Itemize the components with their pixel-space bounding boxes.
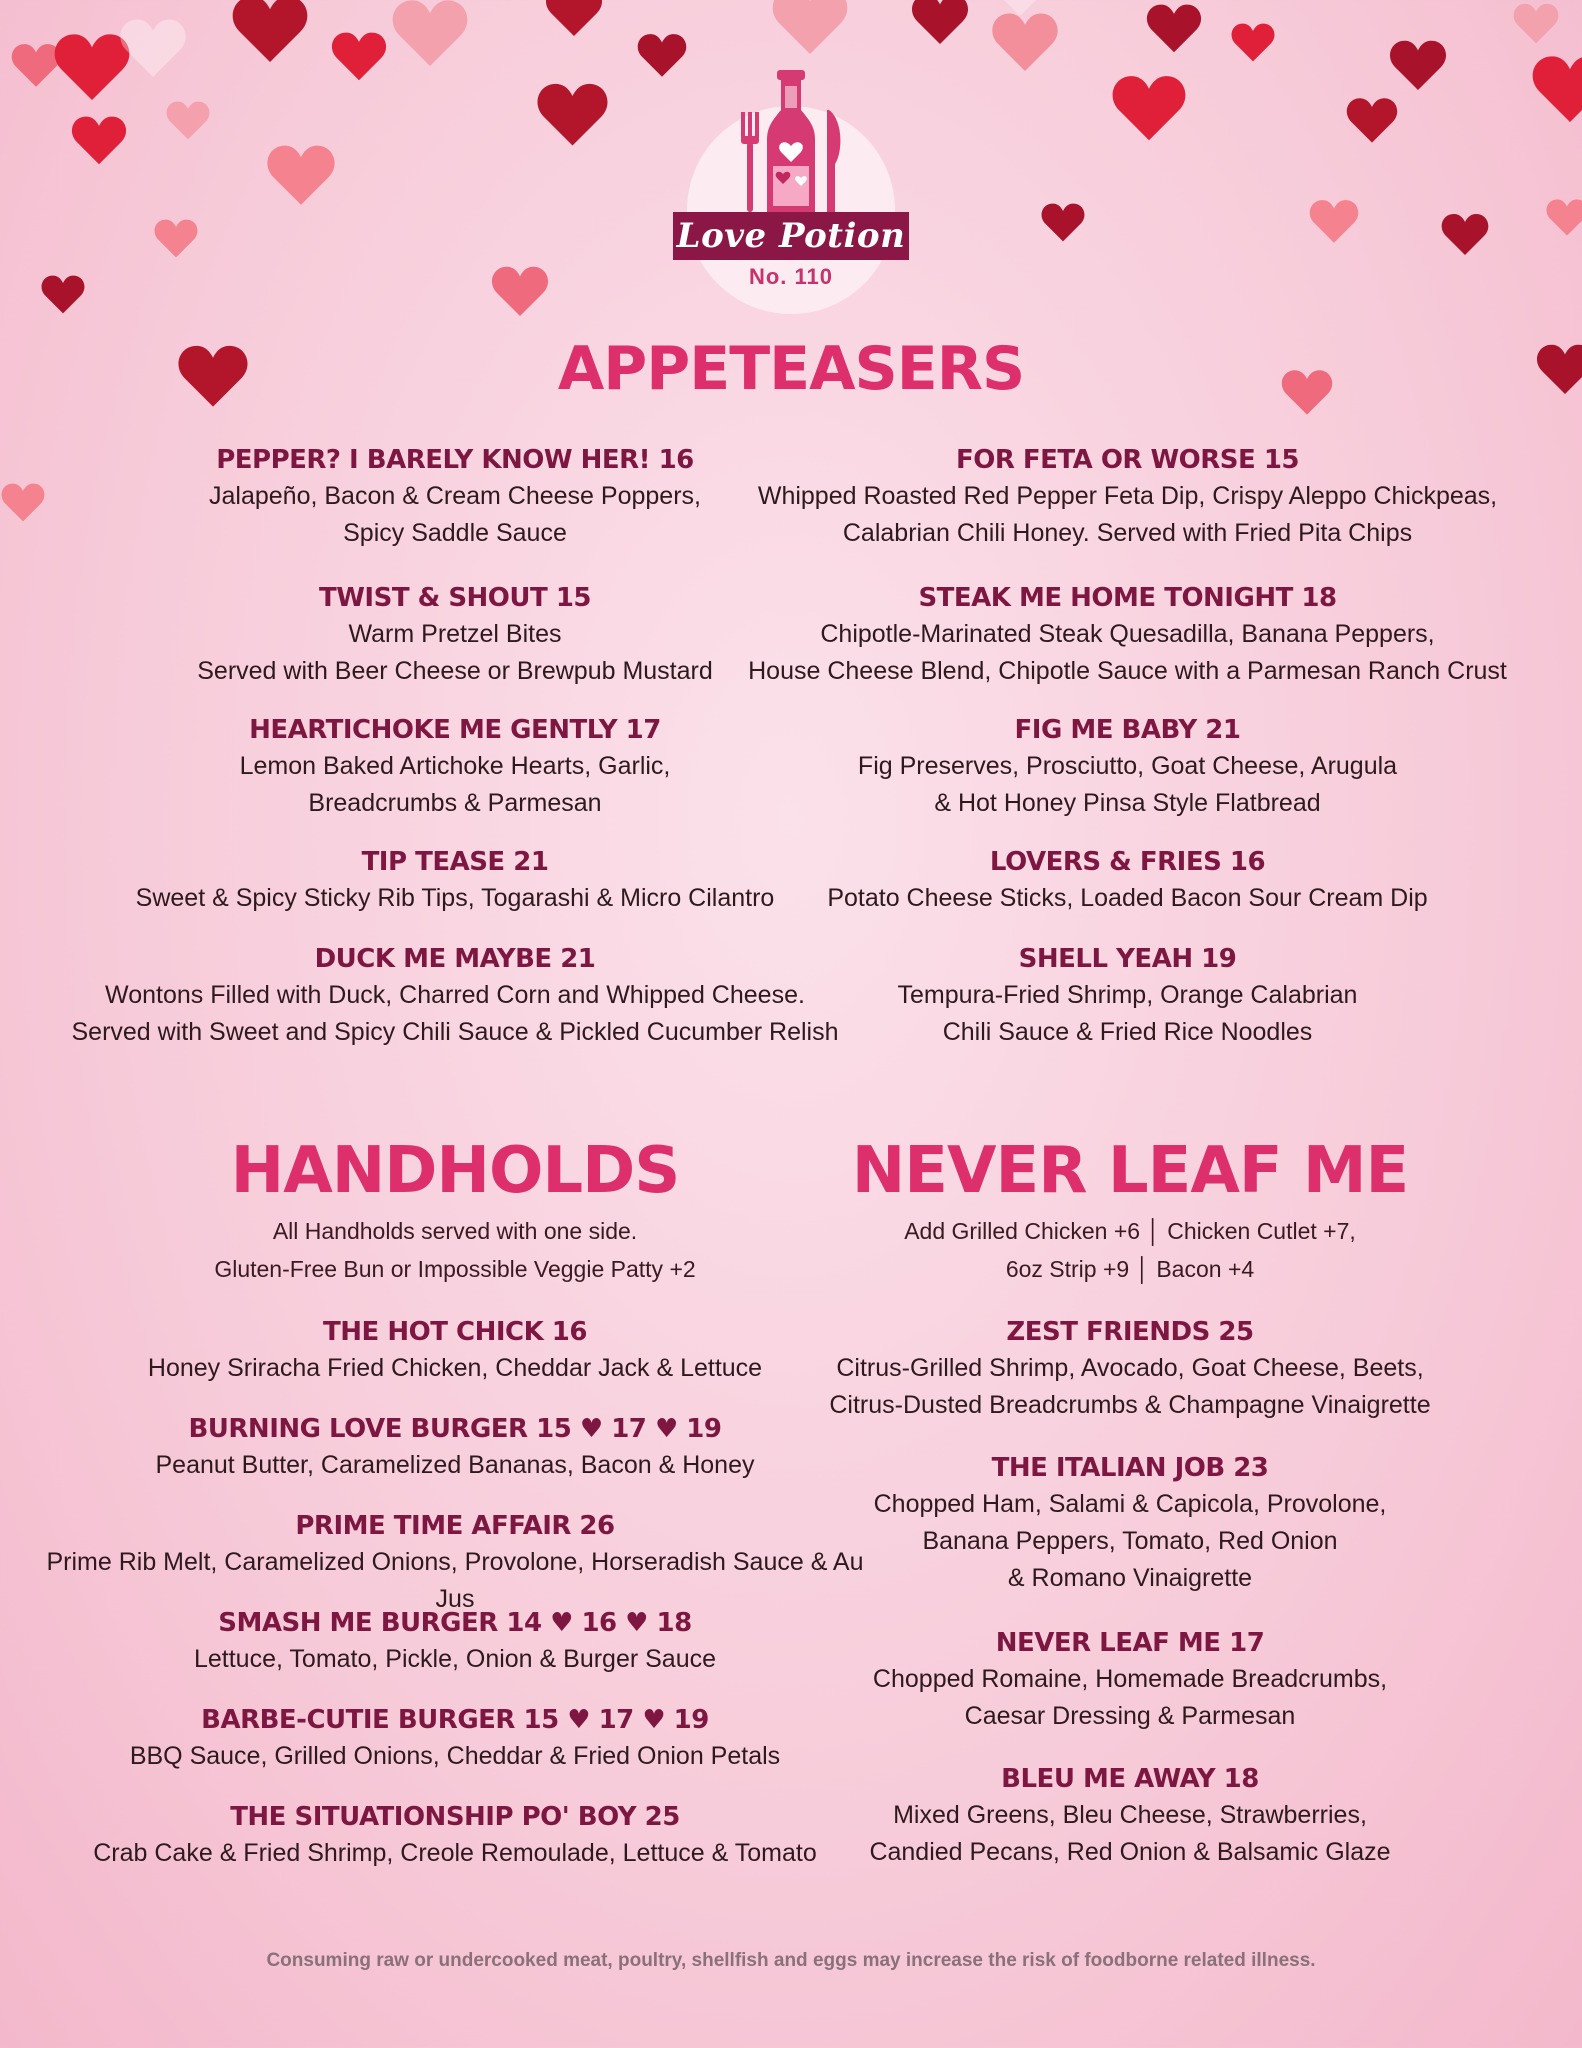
heart-icon [1545,196,1582,240]
menu-item [40,1799,870,1872]
menu-item-name: DUCK ME MAYBE 21 [314,944,596,974]
menu-item-name: PRIME TIME AFFAIR 26 [295,1511,615,1541]
menu-item-description: & Romano Vinaigrette [1007,1564,1253,1592]
menu-item-description: Sweet & Spicy Sticky Rib Tips, Togarashi & Micro Cilantro [135,884,775,912]
menu-item-name: THE ITALIAN JOB 23 [991,1453,1269,1483]
menu-item-description: Peanut Butter, Caramelized Bananas, Bacon & Honey [155,1451,755,1479]
menu-item [770,1314,1490,1424]
menu-item [40,1702,870,1775]
menu-item [40,1411,870,1484]
menu-item-name: BARBE-CUTIE BURGER 15 ♥ 17 ♥ 19 [201,1705,709,1735]
menu-item-name: THE SITUATIONSHIP PO' BOY 25 [230,1802,680,1832]
handholds-title: HANDHOLDS [230,1134,680,1208]
menu-item-name: ZEST FRIENDS 25 [1006,1317,1254,1347]
menu-item-description: BBQ Sauce, Grilled Onions, Cheddar & Fried Onion Petals [129,1742,781,1770]
menu-item-name: LOVERS & FRIES 16 [989,847,1266,877]
heart-icon [1388,36,1448,96]
menu-item-description: Breadcrumbs & Parmesan [308,789,602,817]
heart-icon [118,14,188,84]
heart-icon [770,0,850,62]
menu-item-description: Chili Sauce & Fried Rice Noodles [942,1018,1313,1046]
menu-item [745,442,1510,552]
menu-item-description: Tempura-Fried Shrimp, Orange Calabrian [897,981,1358,1009]
menu-item-name: TWIST & SHOUT 15 [319,583,591,613]
menu-item-description: Spicy Saddle Sauce [343,519,567,547]
heart-icon [330,28,388,86]
heart-icon [490,262,550,322]
menu-item-description: Prime Rib Melt, Caramelized Onions, Provolone, Horseradish Sauce & Au Jus [46,1548,864,1613]
heart-icon [1530,50,1582,130]
menu-item-description: Citrus-Grilled Shrimp, Avocado, Goat Cheese, Beets, [836,1354,1424,1382]
heart-icon [1040,200,1086,246]
heart-icon [910,0,970,50]
heart-icon [265,140,337,212]
menu-item [745,941,1510,1051]
logo-name: Love Potion [673,212,909,260]
heart-icon [153,216,199,262]
menu-item-name: HEARTICHOKE ME GENTLY 17 [249,715,661,745]
menu-item-description: Crab Cake & Fried Shrimp, Creole Remoulade, Lettuce & Tomato [93,1839,817,1867]
menu-item [770,1625,1490,1735]
menu-item-description: Fig Preserves, Prosciutto, Goat Cheese, Arugula [857,752,1398,780]
menu-item [40,1314,870,1387]
appeteasers-title: APPETEASERS [557,334,1025,404]
menu-item-description: Lettuce, Tomato, Pickle, Onion & Burger Sauce [193,1645,717,1673]
menu-item-description: Chopped Ham, Salami & Capicola, Provolone, [873,1490,1387,1518]
menu-item-description: Banana Peppers, Tomato, Red Onion [922,1527,1338,1555]
menu-item-name: BURNING LOVE BURGER 15 ♥ 17 ♥ 19 [188,1414,722,1444]
menu-item-description: Jalapeño, Bacon & Cream Cheese Poppers, [209,482,701,510]
menu-item-description: Chipotle-Marinated Steak Quesadilla, Banana Peppers, [820,620,1435,648]
menu-item-description: Wontons Filled with Duck, Charred Corn and Whipped Cheese. [105,981,805,1009]
heart-icon [535,78,610,153]
menu-item-description: Served with Sweet and Spicy Chili Sauce & Pickled Cucumber Relish [71,1018,839,1046]
heart-icon [544,0,604,42]
menu-item-name: PEPPER? I BARELY KNOW HER! 16 [216,445,694,475]
never-leaf-me-note [770,1212,1490,1288]
menu-item [770,1761,1490,1871]
menu-item-description: Caesar Dressing & Parmesan [964,1702,1296,1730]
never-leaf-me-title: NEVER LEAF ME [851,1134,1409,1208]
menu-item-name: TIP TEASE 21 [361,847,549,877]
heart-icon [1000,0,1040,20]
heart-icon [1110,70,1188,148]
menu-item-description: Chopped Romaine, Homemade Breadcrumbs, [872,1665,1388,1693]
menu-item-name: FIG ME BABY 21 [1014,715,1241,745]
disclaimer: Consuming raw or undercooked meat, poultry, shellfish and eggs may increase the risk of foodborne related illness. [266,1950,1316,1971]
menu-item-description: & Hot Honey Pinsa Style Flatbread [934,789,1321,817]
logo-number: No. 110 [748,264,834,289]
menu-item-description: Served with Beer Cheese or Brewpub Mustard [197,657,713,685]
menu-item-description: Whipped Roasted Red Pepper Feta Dip, Crispy Aleppo Chickpeas, [757,482,1498,510]
menu-item-name: THE HOT CHICK 16 [323,1317,587,1347]
heart-icon [70,112,128,170]
menu-item [745,712,1510,822]
menu-item-description: Honey Sriracha Fried Chicken, Cheddar Jack & Lettuce [147,1354,763,1382]
handholds-note-line1: All Handholds served with one side. [272,1218,638,1244]
menu-item-description: Calabrian Chili Honey. Served with Fried Pita Chips [842,519,1413,547]
menu-item-name: STEAK ME HOME TONIGHT 18 [918,583,1337,613]
menu-item [40,1605,870,1678]
heart-icon [40,272,86,318]
menu-item-name: BLEU ME AWAY 18 [1001,1764,1259,1794]
handholds-note [40,1212,870,1288]
wine-bottle-fork-knife-icon [731,66,851,216]
menu-item-description: Candied Pecans, Red Onion & Balsamic Glaze [869,1838,1391,1866]
heart-icon [1145,0,1203,58]
heart-icon [1512,0,1560,48]
menu-item-name: FOR FETA OR WORSE 15 [955,445,1300,475]
heart-icon [1230,20,1276,66]
menu-item-name: SMASH ME BURGER 14 ♥ 16 ♥ 18 [218,1608,692,1638]
menu-item-description: Mixed Greens, Bleu Cheese, Strawberries, [893,1801,1367,1829]
menu-item-name: SHELL YEAH 19 [1018,944,1237,974]
menu-item-description: Citrus-Dusted Breadcrumbs & Champagne Vinaigrette [829,1391,1431,1419]
menu-item-description: Potato Cheese Sticks, Loaded Bacon Sour Cream Dip [827,884,1428,912]
heart-icon [1308,196,1360,248]
heart-icon [1345,94,1399,148]
heart-icon [1440,210,1490,260]
menu-item [745,844,1510,917]
menu-item-description: Warm Pretzel Bites [348,620,562,648]
logo [671,66,911,306]
never-leaf-me-note-line1: Add Grilled Chicken +6 │ Chicken Cutlet +7, [904,1218,1356,1244]
menu-item [770,1450,1490,1597]
heart-icon [165,98,211,144]
menu-item-description: House Cheese Blend, Chipotle Sauce with a Parmesan Ranch Crust [748,657,1507,685]
heart-icon [390,0,470,74]
menu-item-description: Lemon Baked Artichoke Hearts, Garlic, [239,752,671,780]
heart-icon [230,0,310,70]
never-leaf-me-note-line2: 6oz Strip +9 │ Bacon +4 [1005,1256,1255,1282]
menu-item [745,580,1510,690]
handholds-note-line2: Gluten-Free Bun or Impossible Veggie Patty +2 [214,1256,696,1282]
menu-item [40,1508,870,1618]
menu-item-name: NEVER LEAF ME 17 [995,1628,1265,1658]
